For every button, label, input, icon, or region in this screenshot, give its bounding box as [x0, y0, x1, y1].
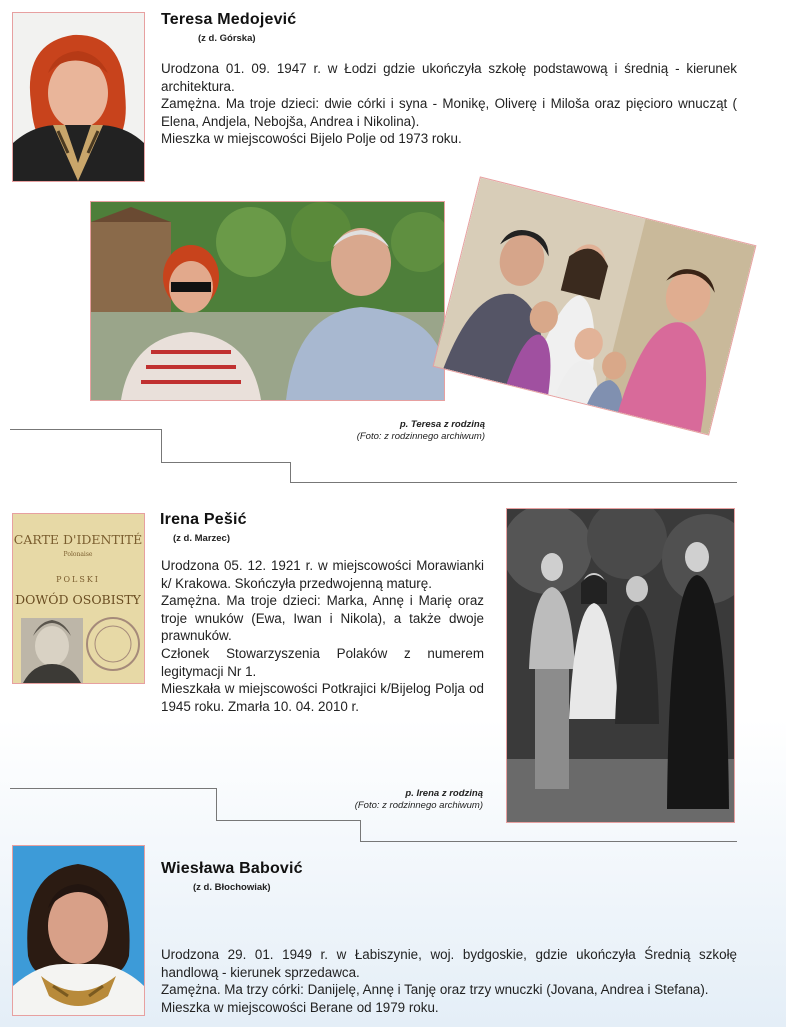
bio-paragraph: Mieszka w miejscowości Berane od 1979 roku.: [161, 999, 439, 1015]
section-divider: [360, 820, 361, 841]
biography: [161, 946, 737, 1016]
section-divider: [290, 462, 291, 482]
bio-paragraph: Zamężna. Ma trzy córki: Danijelę, Annę i Tanję oraz trzy wnuczki (Jovana, Andrea i Stefana).: [161, 982, 709, 998]
maiden-name: (z d. Górska): [198, 33, 256, 44]
photo-teresa-outdoors: [90, 201, 445, 401]
bio-paragraph: Mieszka w miejscowości Bijelo Polje od 1973 roku.: [161, 131, 462, 147]
section-divider: [10, 429, 162, 430]
portrait-wieslawa: [12, 845, 145, 1016]
section-divider: [161, 462, 291, 463]
section-divider: [216, 788, 217, 820]
photo-teresa-family-group: [433, 176, 757, 435]
section-divider: [161, 429, 162, 462]
section-divider: [216, 820, 361, 821]
biography: [161, 557, 484, 715]
document-line1: POLSKI: [56, 575, 100, 584]
document-line2: DOWÓD OSOBISTY: [15, 592, 141, 607]
biography: [161, 60, 737, 148]
person-name: Wiesława Babović: [161, 860, 303, 877]
id-document-image: [12, 513, 145, 684]
bio-paragraph: Członek Stowarzyszenia Polaków z numerem legitymacji Nr 1.: [161, 645, 484, 679]
bio-paragraph: Urodzona 05. 12. 1921 r. w miejscowości Morawianki k/ Krakowa. Skończyła przedwojenną maturę.: [161, 558, 484, 591]
document-title: CARTE D'IDENTITÉ: [13, 532, 143, 547]
person-name: Teresa Medojević: [161, 11, 297, 28]
bio-paragraph: Urodzona 29. 01. 1949 r. w Łabiszynie, woj. bydgoskie, gdzie ukończyła Średnią szkołę handlową - kierunek sprzedawca.: [161, 947, 737, 980]
bio-paragraph: Mieszkała w miejscowości Potkrajici k/Bijelog Polja od 1945 roku. Zmarła 10. 04. 2010 r.: [161, 681, 484, 714]
bio-paragraph: Urodzona 01. 09. 1947 r. w Łodzi gdzie ukończyła szkołę podstawową i średnią - kierunek architektura.: [161, 61, 737, 94]
document-subtitle: Polonaise: [63, 551, 93, 558]
caption-credit: (Foto: z rodzinnego archiwum): [354, 800, 483, 811]
caption-credit: (Foto: z rodzinnego archiwum): [356, 431, 485, 442]
maiden-name: (z d. Błochowiak): [193, 882, 271, 893]
section-divider: [10, 788, 217, 789]
maiden-name: (z d. Marzec): [173, 533, 231, 544]
photo-irena-family: [506, 508, 735, 823]
section-divider: [290, 482, 737, 483]
person-name: Irena Pešić: [160, 511, 247, 528]
section-divider: [360, 841, 737, 842]
photo-caption: [268, 788, 483, 812]
caption-title: p. Irena z rodziną: [405, 788, 483, 799]
photo-caption: [270, 419, 485, 443]
bio-paragraph: Zamężna. Ma troje dzieci: Marka, Annę i Marię oraz troje wnuków (Ewa, Iwan i Nikola), a także dwoje prawnuków.: [161, 593, 484, 644]
portrait-teresa: [12, 12, 145, 182]
bio-paragraph: Zamężna. Ma troje dzieci: dwie córki i syna - Monikę, Oliverę i Miloša oraz pięcioro wnucząt ( Elena, Andjela, Nebojša, Andrea i Nikolina).: [161, 96, 737, 129]
caption-title: p. Teresa z rodziną: [399, 419, 485, 430]
